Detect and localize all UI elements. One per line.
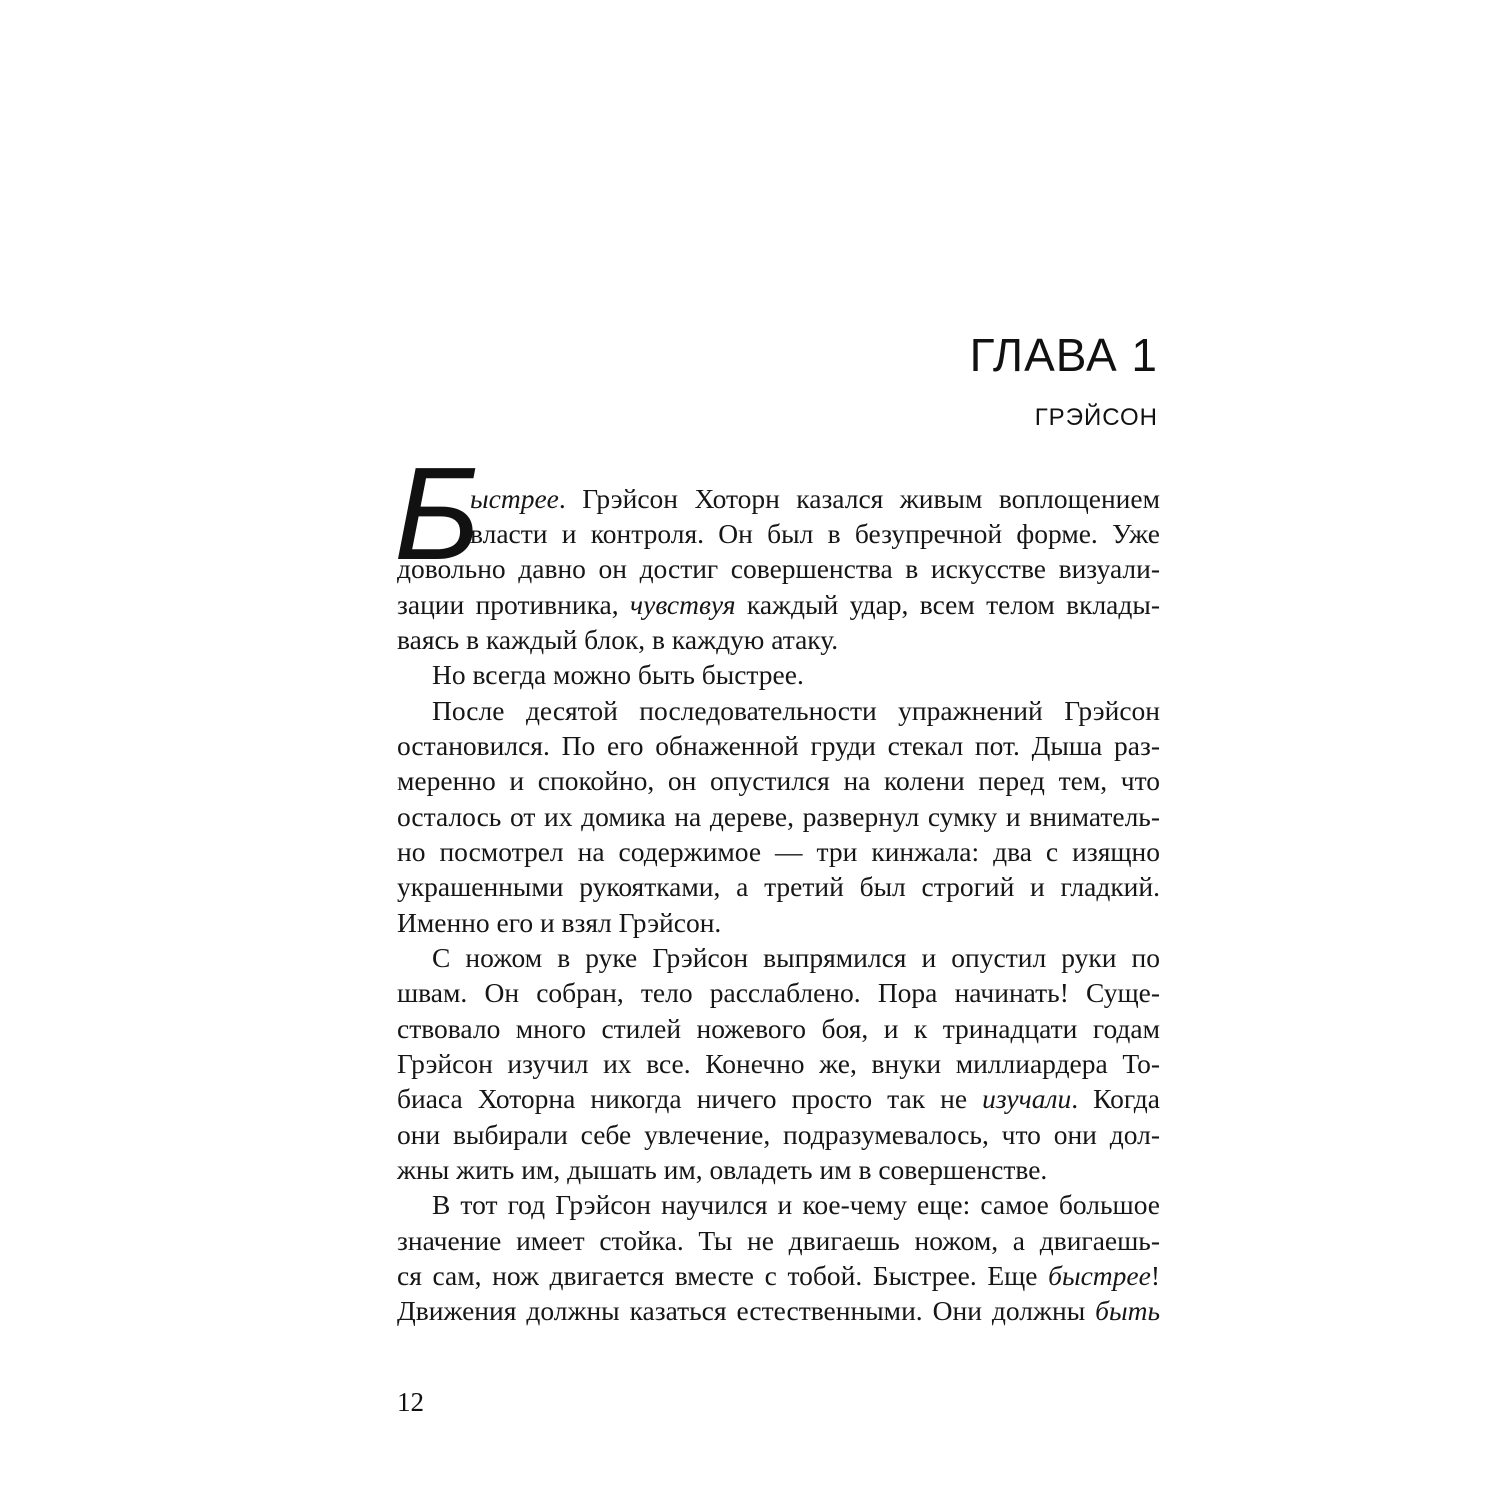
- text-line: [397, 728, 1160, 764]
- text-line: [432, 940, 1160, 976]
- text-run: но посмотрел на содержимое — три кинжала: два с изящно: [397, 836, 1160, 867]
- text-run: Движения должны казаться естественными. Они должны: [397, 1295, 1096, 1326]
- text-line: [432, 657, 1160, 693]
- text-line: [397, 1011, 1160, 1047]
- text-line: [397, 869, 1160, 905]
- emphasis-text: быть: [1095, 1295, 1160, 1326]
- text-line: [432, 693, 1160, 729]
- chapter-subtitle: ГРЭЙСОН: [1034, 404, 1158, 431]
- text-run: значение имеет стойка. Ты не двигаешь ножом, а двигаешь-: [397, 1225, 1160, 1256]
- text-run: осталось от их домика на дереве, развернул сумку и вниматель-: [397, 801, 1160, 832]
- text-run: остановился. По его обнаженной груди стекал пот. Дыша раз-: [397, 730, 1160, 761]
- text-run: ваясь в каждый блок, в каждую атаку.: [397, 624, 839, 655]
- text-run: зации противника,: [397, 589, 631, 620]
- text-run: С ножом в руке Грэйсон выпрямился и опустил руки по: [432, 942, 1160, 973]
- text-line: [397, 587, 1160, 623]
- text-line: [397, 1081, 1160, 1117]
- emphasis-text: чувствуя: [630, 589, 736, 620]
- text-line: [397, 1293, 1160, 1329]
- text-run: . Грэйсон Хоторн казался живым воплощением: [558, 483, 1160, 514]
- text-line: [397, 975, 1160, 1011]
- text-line: [397, 1258, 1160, 1294]
- text-run: украшенными рукоятками, а третий был строгий и гладкий.: [397, 871, 1160, 902]
- text-run: Именно его и взял Грэйсон.: [397, 907, 722, 938]
- text-run: ся сам, нож двигается вместе с тобой. Быстрее. Еще: [397, 1260, 1049, 1291]
- drop-cap: Б: [394, 440, 480, 587]
- text-run: После десятой последовательности упражнений Грэйсон: [432, 695, 1160, 726]
- text-run: власти и контроля. Он был в безупречной форме. Уже: [470, 518, 1160, 549]
- text-line: [397, 799, 1160, 835]
- text-line: [397, 1117, 1160, 1153]
- text-line: [397, 1046, 1160, 1082]
- text-run: Но всегда можно быть быстрее.: [432, 659, 804, 690]
- text-line: [397, 551, 1160, 587]
- text-run: каждый удар, всем телом вклады-: [735, 589, 1160, 620]
- chapter-title: ГЛАВА 1: [969, 329, 1158, 381]
- text-run: меренно и спокойно, он опустился на колени перед тем, что: [397, 765, 1160, 796]
- page-number: 12: [397, 1387, 424, 1417]
- text-run: !: [1150, 1260, 1160, 1291]
- text-line: [397, 1223, 1160, 1259]
- text-line: [397, 763, 1160, 799]
- text-line: [397, 1152, 1160, 1188]
- text-line: [397, 622, 1160, 658]
- text-run: довольно давно он достиг совершенства в искусстве визуали-: [397, 553, 1160, 584]
- text-run: Грэйсон изучил их все. Конечно же, внуки миллиардера То-: [397, 1048, 1160, 1079]
- text-line: [470, 516, 1160, 552]
- text-run: швам. Он собран, тело расслаблено. Пора начинать! Суще-: [397, 977, 1160, 1008]
- text-run: они выбирали себе увлечение, подразумевалось, что они дол-: [397, 1119, 1160, 1150]
- text-line: [397, 905, 1160, 941]
- text-run: В тот год Грэйсон научился и кое-чему еще: самое большое: [432, 1189, 1160, 1220]
- text-run: . Когда: [1071, 1083, 1160, 1114]
- text-line: [470, 481, 1160, 517]
- text-run: жны жить им, дышать им, овладеть им в совершенстве.: [397, 1154, 1048, 1185]
- emphasis-text: быстрее: [1048, 1260, 1151, 1291]
- text-line: [432, 1187, 1160, 1223]
- text-line: [397, 834, 1160, 870]
- text-run: биаса Хоторна никогда ничего просто так не: [397, 1083, 983, 1114]
- emphasis-text: ыстрее: [470, 483, 559, 514]
- emphasis-text: изучали: [982, 1083, 1072, 1114]
- text-run: ствовало много стилей ножевого боя, и к тринадцати годам: [397, 1013, 1160, 1044]
